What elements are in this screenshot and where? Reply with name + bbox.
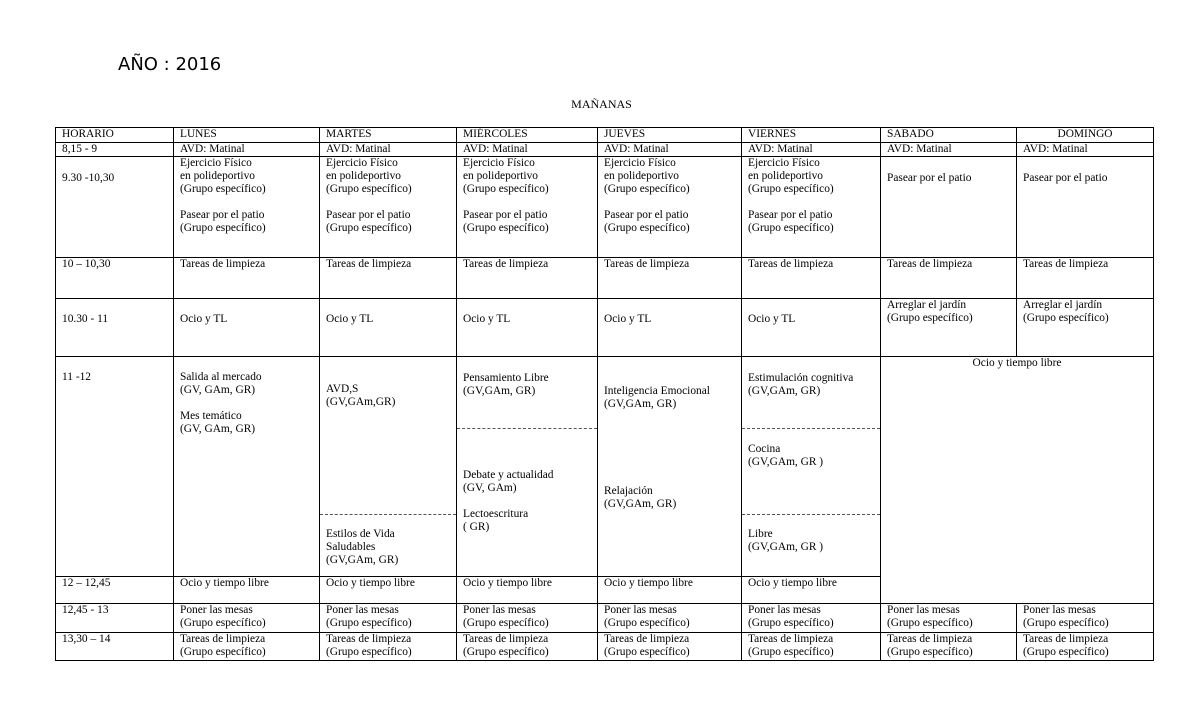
table-row — [56, 633, 1154, 661]
cell-sabado: Arreglar el jardín (Grupo específico) — [881, 299, 1017, 357]
cell-domingo: AVD: Matinal — [1017, 143, 1154, 157]
year-label: AÑO : 2016 — [118, 54, 222, 75]
cell-jueves: Ocio y tiempo libre — [598, 577, 742, 604]
cell-martes: Tareas de limpieza (Grupo específico) — [320, 633, 457, 661]
table-row — [56, 357, 1154, 429]
cell-martes: Tareas de limpieza — [320, 258, 457, 299]
cell-lunes-activity-2: Mes temático (GV, GAm, GR) — [180, 410, 256, 435]
cell-martes-activity-2: Estilos de Vida Saludables (GV,GAm, GR) — [320, 515, 457, 577]
cell-weekend-ocio: Ocio y tiempo libre — [881, 357, 1154, 604]
cell-miercoles-activity-1: Pensamiento Libre (GV,GAm, GR) — [457, 357, 598, 429]
time-cell: 11 -12 — [56, 357, 174, 577]
table-row — [56, 157, 1154, 258]
cell-viernes-activity-3: Libre (GV,GAm, GR ) — [742, 515, 881, 577]
cell-domingo: Tareas de limpieza — [1017, 258, 1154, 299]
header-sabado: SABADO — [881, 128, 1017, 143]
cell-miercoles: Tareas de limpieza — [457, 258, 598, 299]
cell-martes-activity-1: AVD,S (GV,GAm,GR) — [320, 357, 457, 515]
cell-miercoles: Ocio y tiempo libre — [457, 577, 598, 604]
cell-domingo: Poner las mesas (Grupo específico) — [1017, 604, 1154, 633]
cell-lunes: Tareas de limpieza (Grupo específico) — [174, 633, 320, 661]
header-viernes: VIERNES — [742, 128, 881, 143]
time-cell: 8,15 - 9 — [56, 143, 174, 157]
cell-miercoles: Poner las mesas (Grupo específico) — [457, 604, 598, 633]
cell-viernes: Tareas de limpieza — [742, 258, 881, 299]
cell-jueves: AVD: Matinal — [598, 143, 742, 157]
cell-viernes: Ocio y tiempo libre — [742, 577, 881, 604]
header-jueves: JUEVES — [598, 128, 742, 143]
cell-lunes: Poner las mesas (Grupo específico) — [174, 604, 320, 633]
time-cell: 9.30 -10,30 — [56, 157, 174, 258]
cell-viernes: Ejercicio Físico en polideportivo (Grupo específico) Pasear por el patio (Grupo específico) — [742, 157, 881, 258]
cell-sabado: AVD: Matinal — [881, 143, 1017, 157]
cell-martes: Poner las mesas (Grupo específico) — [320, 604, 457, 633]
cell-lunes: AVD: Matinal — [174, 143, 320, 157]
cell-jueves-activity-1: Inteligencia Emocional (GV,GAm, GR) — [598, 357, 742, 429]
cell-viernes: AVD: Matinal — [742, 143, 881, 157]
header-horario: HORARIO — [56, 128, 174, 143]
cell-miercoles: Tareas de limpieza (Grupo específico) — [457, 633, 598, 661]
cell-viernes-activity-2: Cocina (GV,GAm, GR ) — [742, 429, 881, 515]
cell-sabado: Poner las mesas (Grupo específico) — [881, 604, 1017, 633]
cell-lunes: Tareas de limpieza — [174, 258, 320, 299]
cell-viernes-activity-1: Estimulación cognitiva (GV,GAm, GR) — [742, 357, 881, 429]
cell-lunes: Ejercicio Físico en polideportivo (Grupo específico) Pasear por el patio (Grupo específico) — [174, 157, 320, 258]
cell-lunes-activity-1: Salida al mercado (GV, GAm, GR) — [180, 371, 262, 396]
cell-sabado: Tareas de limpieza (Grupo específico) — [881, 633, 1017, 661]
cell-jueves: Poner las mesas (Grupo específico) — [598, 604, 742, 633]
table-row — [56, 258, 1154, 299]
cell-miercoles: Ocio y TL — [457, 299, 598, 357]
cell-viernes: Ocio y TL — [742, 299, 881, 357]
table-row — [56, 604, 1154, 633]
header-martes: MARTES — [320, 128, 457, 143]
time-cell: 12 – 12,45 — [56, 577, 174, 604]
schedule-subtitle: MAÑANAS — [571, 97, 632, 111]
cell-miercoles: AVD: Matinal — [457, 143, 598, 157]
cell-lunes — [174, 357, 320, 577]
cell-martes: AVD: Matinal — [320, 143, 457, 157]
cell-viernes: Poner las mesas (Grupo específico) — [742, 604, 881, 633]
cell-miercoles-activity-2: Debate y actualidad (GV, GAm) Lectoescritura ( GR) — [457, 429, 598, 577]
cell-viernes: Tareas de limpieza (Grupo específico) — [742, 633, 881, 661]
schedule-table — [55, 127, 1154, 661]
cell-martes: Ejercicio Físico en polideportivo (Grupo específico) Pasear por el patio (Grupo específico) — [320, 157, 457, 258]
cell-miercoles: Ejercicio Físico en polideportivo (Grupo específico) Pasear por el patio (Grupo específico) — [457, 157, 598, 258]
cell-lunes: Ocio y TL — [174, 299, 320, 357]
time-cell: 12,45 - 13 — [56, 604, 174, 633]
cell-jueves: Tareas de limpieza (Grupo específico) — [598, 633, 742, 661]
header-miercoles: MIÉRCOLES — [457, 128, 598, 143]
time-cell: 10.30 - 11 — [56, 299, 174, 357]
cell-jueves: Tareas de limpieza — [598, 258, 742, 299]
cell-martes: Ocio y tiempo libre — [320, 577, 457, 604]
cell-sabado: Pasear por el patio — [881, 157, 1017, 258]
cell-jueves: Ejercicio Físico en polideportivo (Grupo específico) Pasear por el patio (Grupo específico) — [598, 157, 742, 258]
cell-domingo: Tareas de limpieza (Grupo específico) — [1017, 633, 1154, 661]
time-cell: 13,30 – 14 — [56, 633, 174, 661]
cell-domingo: Arreglar el jardín (Grupo específico) — [1017, 299, 1154, 357]
cell-jueves-activity-2: Relajación (GV,GAm, GR) — [598, 429, 742, 577]
cell-jueves: Ocio y TL — [598, 299, 742, 357]
header-lunes: LUNES — [174, 128, 320, 143]
table-row — [56, 143, 1154, 157]
time-cell: 10 – 10,30 — [56, 258, 174, 299]
cell-lunes: Ocio y tiempo libre — [174, 577, 320, 604]
cell-martes: Ocio y TL — [320, 299, 457, 357]
cell-sabado: Tareas de limpieza — [881, 258, 1017, 299]
cell-domingo: Pasear por el patio — [1017, 157, 1154, 258]
header-domingo: DOMINGO — [1017, 128, 1154, 143]
header-row — [56, 128, 1154, 143]
table-row — [56, 299, 1154, 357]
